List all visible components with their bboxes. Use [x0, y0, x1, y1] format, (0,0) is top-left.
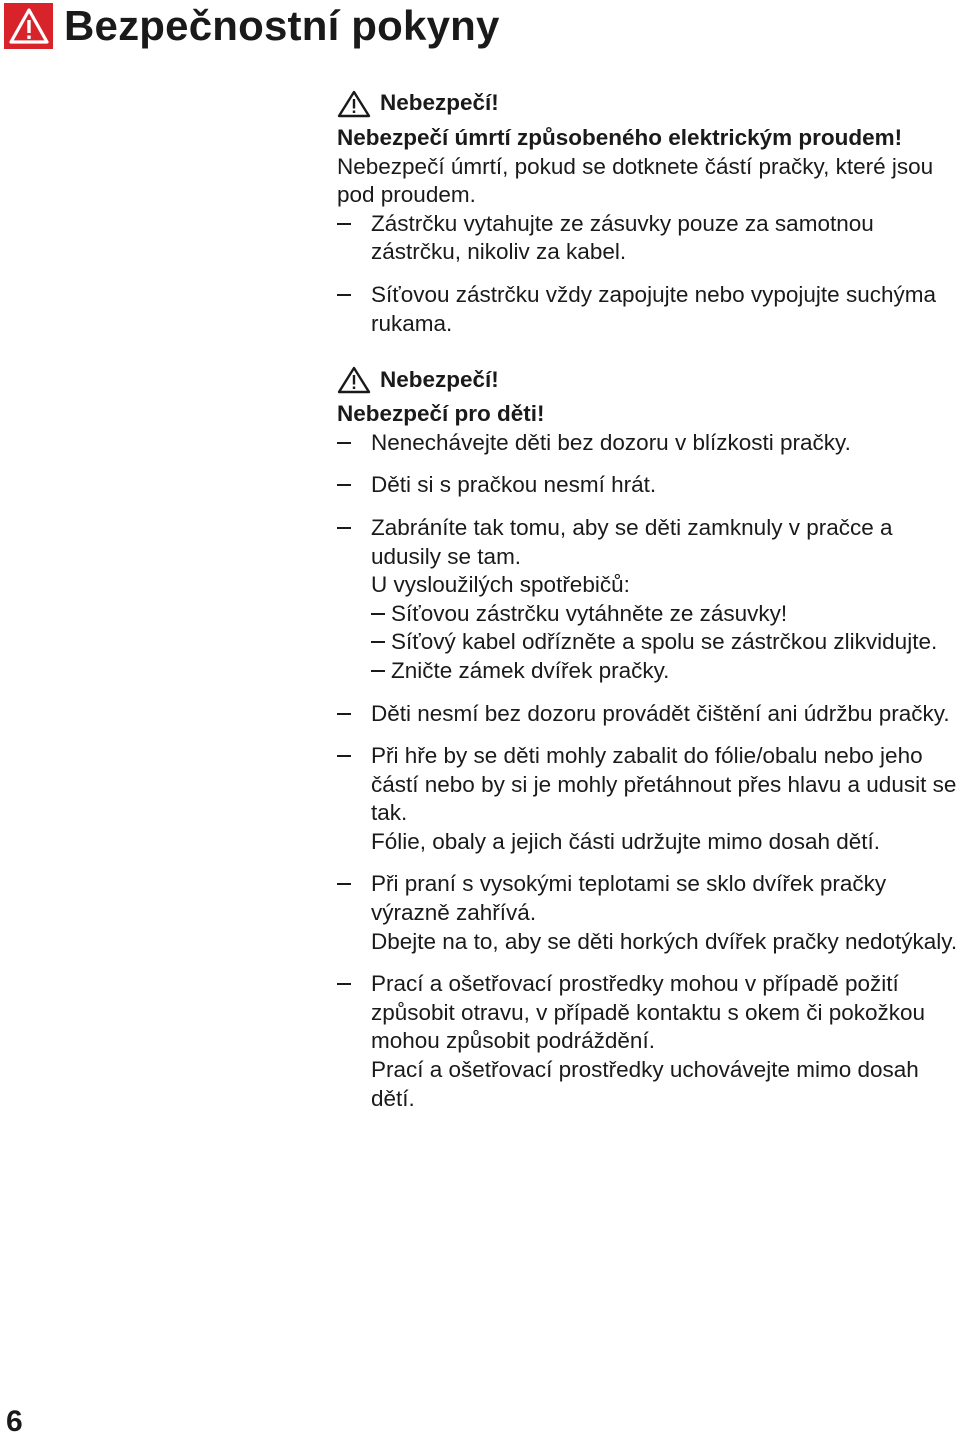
list-item-text: Zabráníte tak tomu, aby se děti zamknuly v pračce a udusily se tam. [371, 514, 893, 569]
list-item: Děti nesmí bez dozoru provádět čištění ani údržbu pračky. [337, 700, 960, 729]
safety-content [337, 86, 960, 1127]
section-intro: Nebezpečí úmrtí, pokud se dotknete částí pračky, které jsou pod proudem. [337, 153, 934, 208]
warning-icon [337, 366, 371, 394]
section-heading: Nebezpečí úmrtí způsobeného elektrickým proudem! [337, 125, 903, 150]
list-item [337, 742, 960, 856]
sub-list-item: Síťový kabel odřízněte a spolu se zástrčkou zlikvidujte. [371, 628, 960, 657]
list-item-text: Prací a ošetřovací prostředky mohou v případě požití způsobit otravu, v případě kontaktu s okem či pokožkou mohou způsobit podráždění. [371, 971, 926, 1054]
page-header [4, 2, 500, 50]
old-appliances-steps [371, 600, 960, 686]
list-item: Nenechávejte děti bez dozoru v blízkosti pračky. [337, 429, 960, 458]
list-item-text: Při hře by se děti mohly zabalit do fólie/obalu nebo jeho částí nebo by si je mohly přetáhnout přes hlavu a udusit se tak. [371, 743, 957, 826]
warning-children [337, 362, 960, 394]
warning-label: Nebezpečí! [380, 90, 499, 116]
list-item-note: Dbejte na to, aby se děti horkých dvířek pračky nedotýkaly. [371, 928, 958, 954]
list-item: Síťovou zástrčku vždy zapojujte nebo vypojujte suchýma rukama. [337, 281, 960, 338]
list-item: Zástrčku vytahujte ze zásuvky pouze za samotnou zástrčku, nikoliv za kabel. [337, 210, 960, 267]
instruction-list [337, 210, 960, 338]
list-item-note: Fólie, obaly a jejich části udržujte mimo dosah dětí. [371, 828, 880, 854]
list-item [337, 514, 960, 686]
list-item-text: Při praní s vysokými teplotami se sklo dvířek pračky výrazně zahřívá. [371, 871, 887, 926]
old-appliances-label: U vysloužilých spotřebičů: [371, 572, 630, 598]
warning-icon [337, 90, 371, 118]
warning-electric [337, 86, 960, 118]
list-item [337, 970, 960, 1113]
warning-triangle-icon [4, 3, 53, 49]
instruction-list [337, 429, 960, 1113]
list-item [337, 870, 960, 956]
warning-label: Nebezpečí! [380, 366, 499, 392]
section-heading: Nebezpečí pro děti! [337, 401, 545, 427]
page-title: Bezpečnostní pokyny [64, 2, 500, 49]
sub-list-item: Zničte zámek dvířek pračky. [371, 657, 960, 686]
page-number: 6 [6, 1405, 23, 1438]
sub-list-item: Síťovou zástrčku vytáhněte ze zásuvky! [371, 600, 960, 629]
list-item-note: Prací a ošetřovací prostředky uchovávejte mimo dosah dětí. [371, 1057, 919, 1111]
list-item: Děti si s pračkou nesmí hrát. [337, 471, 960, 500]
